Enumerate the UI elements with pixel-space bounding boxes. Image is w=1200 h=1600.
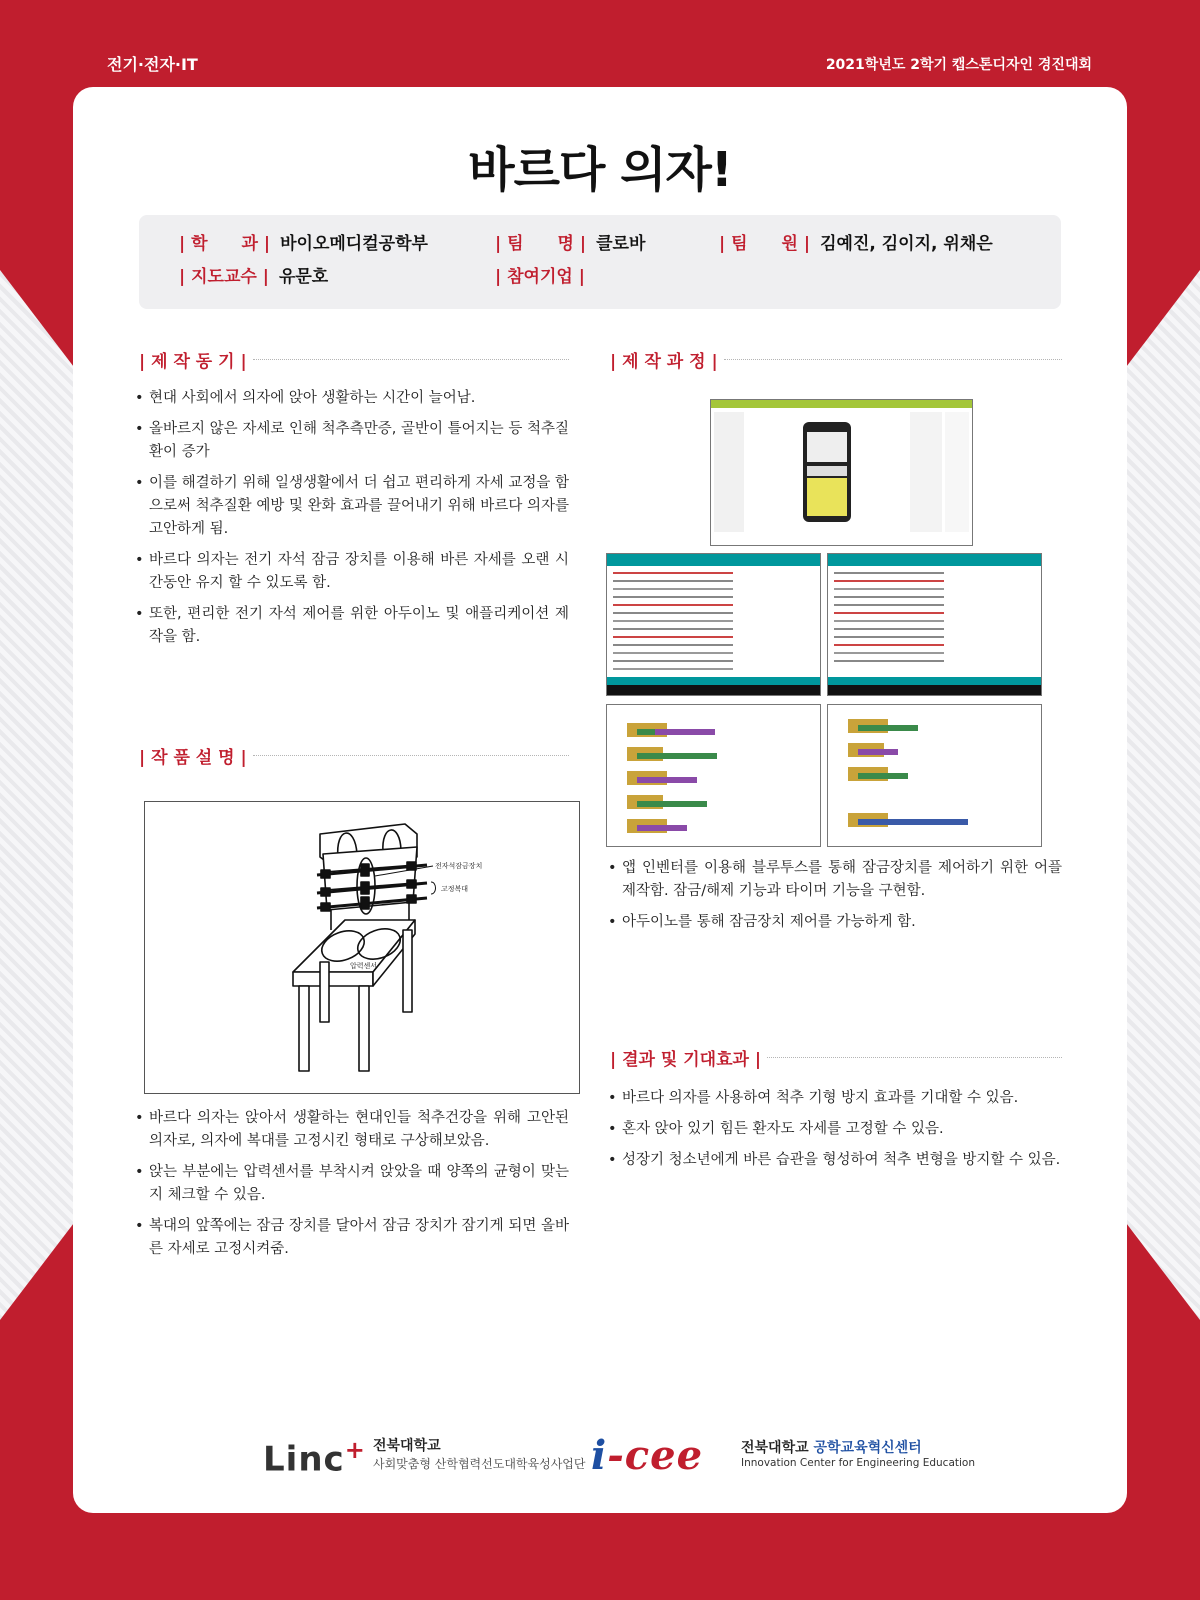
list-item: • 현대 사회에서 의자에 앉아 생활하는 시간이 늘어남. bbox=[135, 387, 569, 410]
list-item: • 또한, 편리한 전기 자석 제어를 위한 아두이노 및 애플리케이션 제작을 함. bbox=[135, 603, 569, 649]
members-value: 김예진, 김이지, 위채은 bbox=[820, 234, 993, 254]
icee-center: 공학교육혁신센터 bbox=[813, 1440, 922, 1456]
company-label: | 참여기업 | bbox=[495, 267, 585, 287]
icee-logo-rest: -cee bbox=[607, 1432, 704, 1479]
motivation-heading bbox=[139, 347, 569, 371]
info-members bbox=[719, 229, 993, 254]
results-list bbox=[608, 1087, 1062, 1180]
heading-divider bbox=[253, 359, 569, 360]
linc-program: 사회맞춤형 산학협력선도대학육성사업단 bbox=[373, 1457, 586, 1471]
results-heading-text: | 결과 및 기대효과 | bbox=[610, 1049, 762, 1070]
motivation-list bbox=[135, 387, 569, 657]
info-company bbox=[495, 262, 595, 287]
description-heading bbox=[139, 743, 569, 767]
info-advisor bbox=[179, 262, 328, 287]
list-item: • 바르다 의자는 앉아서 생활하는 현대인들 척추건강을 위해 고안된 의자로, 의자에 복대를 고정시킨 형태로 구상해보았음. bbox=[135, 1107, 569, 1153]
label-belt: 고정복대 bbox=[441, 885, 469, 893]
arduino-code-screenshot-1 bbox=[606, 553, 821, 696]
heading-divider bbox=[767, 1057, 1062, 1058]
team-name-label: | 팀 명 | bbox=[495, 234, 587, 254]
team-name-value: 클로바 bbox=[596, 234, 646, 254]
icee-center-name bbox=[741, 1437, 922, 1457]
list-item: • 복대의 앞쪽에는 잠금 장치를 달아서 잠금 장치가 잠기게 되면 올바른 자세로 고정시켜줌. bbox=[135, 1215, 569, 1261]
plus-icon: + bbox=[344, 1436, 366, 1464]
linc-logo-text: Linc bbox=[263, 1439, 345, 1480]
app-inventor-blocks-screenshot-1 bbox=[606, 704, 821, 847]
list-item: • 바르다 의자를 사용하여 척추 기형 방지 효과를 기대할 수 있음. bbox=[608, 1087, 1062, 1110]
poster-title: 바르다 의자! bbox=[468, 142, 732, 198]
icee-university: 전북대학교 bbox=[741, 1440, 814, 1456]
list-item: • 아두이노를 통해 잠금장치 제어를 가능하게 함. bbox=[608, 911, 1062, 934]
label-lock: 전자석잠금장치 bbox=[435, 862, 483, 870]
info-team-name bbox=[495, 229, 645, 254]
chair-illustration bbox=[145, 802, 579, 1093]
label-sensor: 압력센서 bbox=[350, 962, 378, 970]
arduino-code-screenshot-2 bbox=[827, 553, 1042, 696]
linc-university: 전북대학교 bbox=[373, 1438, 441, 1454]
icee-logo bbox=[591, 1432, 703, 1479]
list-item: • 앉는 부분에는 압력센서를 부착시켜 앉았을 때 양쪽의 균형이 맞는지 체크할 수 있음. bbox=[135, 1161, 569, 1207]
advisor-label: | 지도교수 | bbox=[179, 267, 269, 287]
category-label: 전기·전자·IT bbox=[107, 55, 198, 74]
icee-center-english: Innovation Center for Engineering Education bbox=[741, 1457, 975, 1469]
results-heading bbox=[610, 1045, 1062, 1069]
heading-divider bbox=[724, 359, 1062, 360]
process-heading-text: | 제 작 과 정 | bbox=[610, 351, 718, 372]
right-side-pattern bbox=[1120, 270, 1200, 1320]
app-inventor-designer-screenshot bbox=[710, 399, 973, 546]
icee-logo-i: i bbox=[591, 1432, 608, 1479]
app-inventor-blocks-screenshot-2 bbox=[827, 704, 1042, 847]
footer-logos bbox=[73, 1432, 1127, 1482]
linc-logo bbox=[263, 1436, 366, 1479]
list-item: • 성장기 청소년에게 바른 습관을 형성하여 척추 변형을 방지할 수 있음. bbox=[608, 1149, 1062, 1172]
department-value: 바이오메디컬공학부 bbox=[280, 234, 428, 254]
contest-label: 2021학년도 2학기 캡스톤디자인 경진대회 bbox=[825, 57, 1092, 73]
list-item: • 이를 해결하기 위해 일생생활에서 더 쉽고 편리하게 자세 교정을 함으로써 척추질환 예방 및 완화 효과를 끌어내기 위해 바르다 의자를 고안하게 됨. bbox=[135, 472, 569, 541]
heading-divider bbox=[253, 755, 569, 756]
team-info-box bbox=[139, 215, 1061, 309]
advisor-value: 유문호 bbox=[278, 267, 329, 287]
description-heading-text: | 작 품 설 명 | bbox=[139, 747, 247, 768]
list-item: • 올바르지 않은 자세로 인해 척추측만증, 골반이 틀어지는 등 척추질환이 증가 bbox=[135, 418, 569, 464]
motivation-heading-text: | 제 작 동 기 | bbox=[139, 351, 247, 372]
info-department bbox=[179, 229, 428, 254]
chair-drawing bbox=[144, 801, 580, 1094]
department-label: | 학 과 | bbox=[179, 234, 271, 254]
list-item: • 앱 인벤터를 이용해 블루투스를 통해 잠금장치를 제어하기 위한 어플 제작함. 잠금/해제 기능과 타이머 기능을 구현함. bbox=[608, 857, 1062, 903]
poster-card bbox=[73, 87, 1127, 1513]
list-item: • 혼자 앉아 있기 힘든 환자도 자세를 고정할 수 있음. bbox=[608, 1118, 1062, 1141]
members-label: | 팀 원 | bbox=[719, 234, 811, 254]
left-side-pattern bbox=[0, 270, 80, 1320]
list-item: • 바르다 의자는 전기 자석 잠금 장치를 이용해 바른 자세를 오랜 시간동안 유지 할 수 있도록 함. bbox=[135, 549, 569, 595]
process-list bbox=[608, 857, 1062, 942]
description-list bbox=[135, 1107, 569, 1269]
process-heading bbox=[610, 347, 1062, 371]
